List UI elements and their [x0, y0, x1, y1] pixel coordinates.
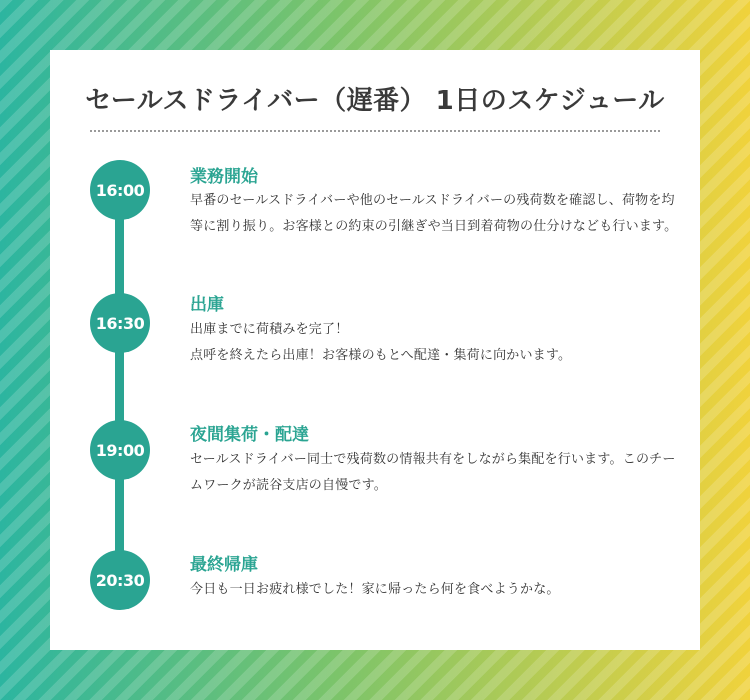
- time-badge-1600: 16:00: [90, 160, 150, 220]
- schedule-description-night-pickup-delivery: セールスドライバー同士で残荷数の情報共有をしながら集配を行います。このチームワークが読谷支店の自慢です。: [190, 452, 676, 493]
- timeline-line: [115, 190, 124, 580]
- schedule-heading-final-return: 最終帰庫: [190, 555, 258, 575]
- schedule-card: [50, 50, 700, 650]
- schedule-description-final-return: 今日も一日お疲れ様でした！家に帰ったら何を食べようかな。: [190, 582, 560, 597]
- time-badge-2030: 20:30: [90, 550, 150, 610]
- schedule-heading-departure: 出庫: [190, 295, 224, 315]
- time-badge-1630: 16:30: [90, 293, 150, 353]
- dotted-divider: [90, 130, 660, 132]
- time-badge-1900: 19:00: [90, 420, 150, 480]
- schedule-description-departure: 出庫までに荷積みを完了！ 点呼を終えたら出庫！お客様のもとへ配達・集荷に向かいます。: [190, 322, 572, 363]
- schedule-heading-night-pickup-delivery: 夜間集荷・配達: [190, 425, 309, 445]
- schedule-description-work-start: 早番のセールスドライバーや他のセールスドライバーの残荷数を確認し、荷物を均等に割り振り。お客様との約束の引継ぎや当日到着荷物の仕分けなども行います。: [190, 193, 678, 234]
- page-title: セールスドライバー（遅番） 1日のスケジュール: [85, 86, 665, 116]
- schedule-heading-work-start: 業務開始: [190, 167, 258, 187]
